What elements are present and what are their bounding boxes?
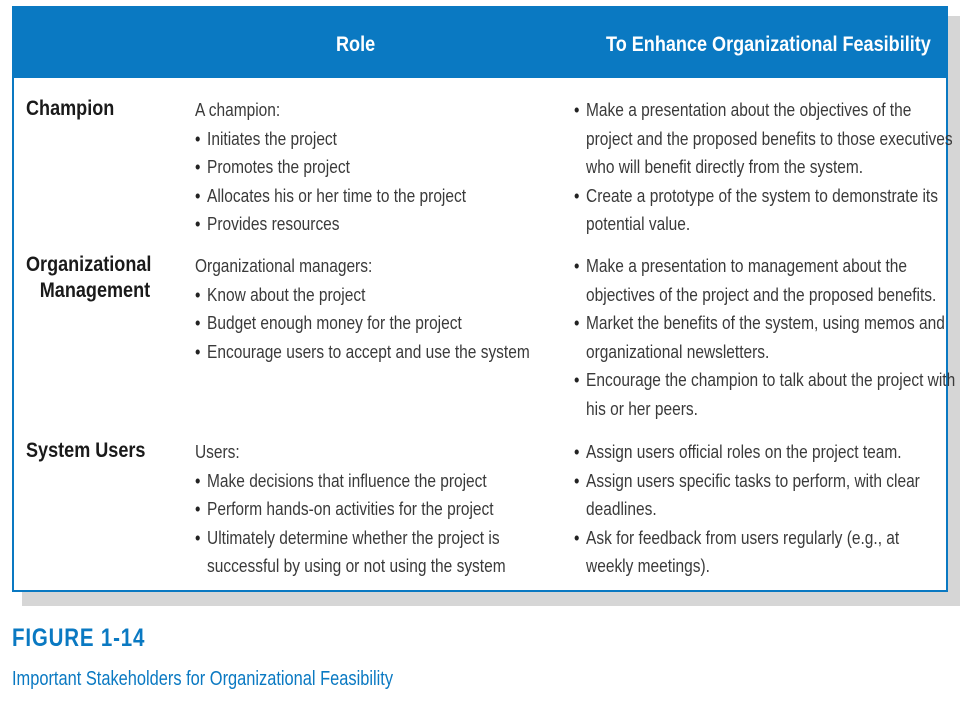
bullet-item: • Make decisions that influence the project — [195, 467, 506, 496]
stakeholder-name-line: System Users — [26, 439, 146, 462]
bullet-item: • Make a presentation about the objectives of the — [574, 96, 953, 125]
bullet-item: • Ultimately determine whether the project is — [195, 524, 506, 553]
bullet-item: • Market the benefits of the system, using memos and — [574, 309, 955, 338]
bullet-item: • Budget enough money for the project — [195, 309, 530, 338]
bullet-item: • Assign users specific tasks to perform, with clear — [574, 467, 920, 496]
bullet-item: • Create a prototype of the system to demonstrate its — [574, 182, 953, 211]
text-line: Users: — [195, 442, 240, 462]
text-line: objectives of the project and the proposed benefits. — [586, 284, 937, 305]
table-header — [14, 8, 946, 78]
bullet-item: • Perform hands-on activities for the project — [195, 495, 506, 524]
bullet-item: • Ask for feedback from users regularly (e.g., at — [574, 524, 920, 553]
bullet-item: • Encourage users to accept and use the system — [195, 338, 530, 367]
text-line: weekly meetings). — [586, 556, 710, 576]
text-line: who will benefit directly from the system. — [586, 157, 864, 177]
bullet-item: • Allocates his or her time to the project — [195, 182, 466, 211]
text-line: potential value. — [586, 214, 691, 234]
enhance-cell — [574, 252, 955, 423]
bullet-item: • Encourage the champion to talk about the project with — [574, 366, 955, 395]
row-stakeholder-name — [26, 252, 151, 304]
role-cell — [195, 96, 466, 239]
header-enhance: To Enhance Organizational Feasibility — [606, 33, 931, 56]
text-line: project and the proposed benefits to those executives — [586, 128, 953, 149]
bullet-item: • Assign users official roles on the project team. — [574, 438, 920, 467]
bullet-item: • Make a presentation to management about the — [574, 252, 955, 281]
bullet-item: • Know about the project — [195, 281, 530, 310]
figure-number: FIGURE 1-14 — [12, 624, 146, 652]
header-role: Role — [336, 33, 376, 56]
text-line: deadlines. — [586, 499, 657, 519]
text-line: Organizational managers: — [195, 256, 373, 276]
stakeholder-name-line: Management — [39, 279, 151, 302]
role-cell — [195, 252, 530, 366]
text-line: successful by using or not using the system — [207, 556, 506, 576]
enhance-cell — [574, 96, 953, 239]
row-stakeholder-name — [26, 438, 145, 464]
text-line: his or her peers. — [586, 398, 698, 419]
text-line: A champion: — [195, 100, 281, 120]
figure-caption: Important Stakeholders for Organizational Feasibility — [12, 668, 394, 690]
role-cell — [195, 438, 506, 581]
stakeholder-name-line: Organizational — [26, 253, 152, 276]
text-line: organizational newsletters. — [586, 341, 770, 362]
bullet-item: • Provides resources — [195, 210, 466, 239]
bullet-item: • Promotes the project — [195, 153, 466, 182]
stakeholder-table — [12, 6, 956, 592]
row-stakeholder-name — [26, 96, 114, 122]
stakeholder-name-line: Champion — [26, 97, 115, 120]
bullet-item: • Initiates the project — [195, 125, 466, 154]
enhance-cell — [574, 438, 920, 581]
